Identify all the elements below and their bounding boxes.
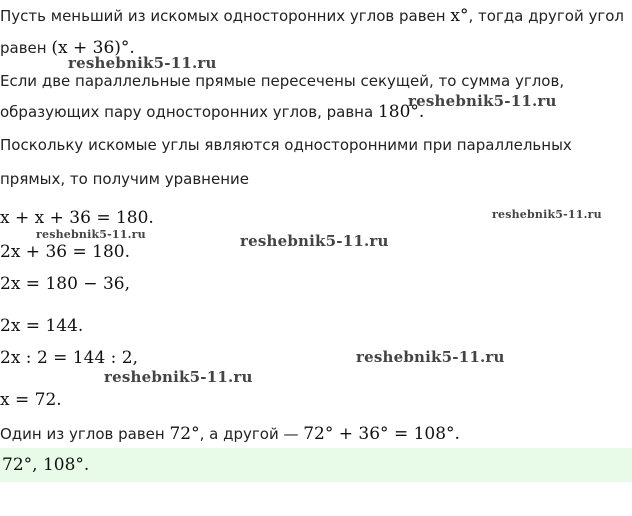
text: , тогда другой угол bbox=[468, 7, 624, 25]
watermark: reshebnik5-11.ru bbox=[492, 208, 602, 221]
math-108-result: 72° + 36° = 108°. bbox=[303, 424, 460, 444]
equation-1: x + x + 36 = 180. bbox=[0, 208, 154, 228]
solution-line-4 bbox=[0, 102, 424, 122]
text: Пусть меньший из искомых односторонних углов равен bbox=[0, 7, 451, 25]
watermark: reshebnik5-11.ru bbox=[104, 368, 253, 386]
text: образующих пару односторонних углов, равна bbox=[0, 103, 378, 121]
equation-4: 2x = 144. bbox=[0, 316, 84, 336]
math-72-degrees: 72° bbox=[169, 424, 200, 444]
answer-box bbox=[0, 448, 632, 482]
solution-line-6 bbox=[0, 170, 249, 188]
watermark: reshebnik5-11.ru bbox=[356, 348, 505, 366]
math-180-degrees: 180°. bbox=[377, 102, 425, 122]
answer-text: 72°, 108°. bbox=[2, 455, 90, 475]
text: Поскольку искомые углы являются односторонними при параллельных bbox=[0, 136, 572, 154]
text: Если две параллельные прямые пересечены секущей, то сумма углов, bbox=[0, 72, 565, 90]
watermark: reshebnik5-11.ru bbox=[36, 228, 146, 241]
solution-line-5 bbox=[0, 136, 572, 154]
equation-5: 2x : 2 = 144 : 2, bbox=[0, 348, 139, 368]
text: Один из углов равен bbox=[0, 425, 170, 443]
math-x-degrees: x° bbox=[450, 6, 469, 26]
watermark: reshebnik5-11.ru bbox=[68, 54, 217, 72]
text: прямых, то получим уравнение bbox=[0, 170, 250, 188]
watermark: reshebnik5-11.ru bbox=[408, 92, 557, 110]
equation-3: 2x = 180 − 36, bbox=[0, 274, 130, 294]
solution-line-3 bbox=[0, 72, 564, 90]
solution-line-7 bbox=[0, 424, 460, 444]
text: равен bbox=[0, 39, 52, 57]
math-other-angle: (x + 36)°. bbox=[51, 38, 135, 58]
equation-2: 2x + 36 = 180. bbox=[0, 242, 130, 262]
text: , а другой — bbox=[199, 425, 304, 443]
watermark: reshebnik5-11.ru bbox=[240, 232, 389, 250]
solution-line-1 bbox=[0, 6, 624, 26]
equation-6: x = 72. bbox=[0, 390, 62, 410]
